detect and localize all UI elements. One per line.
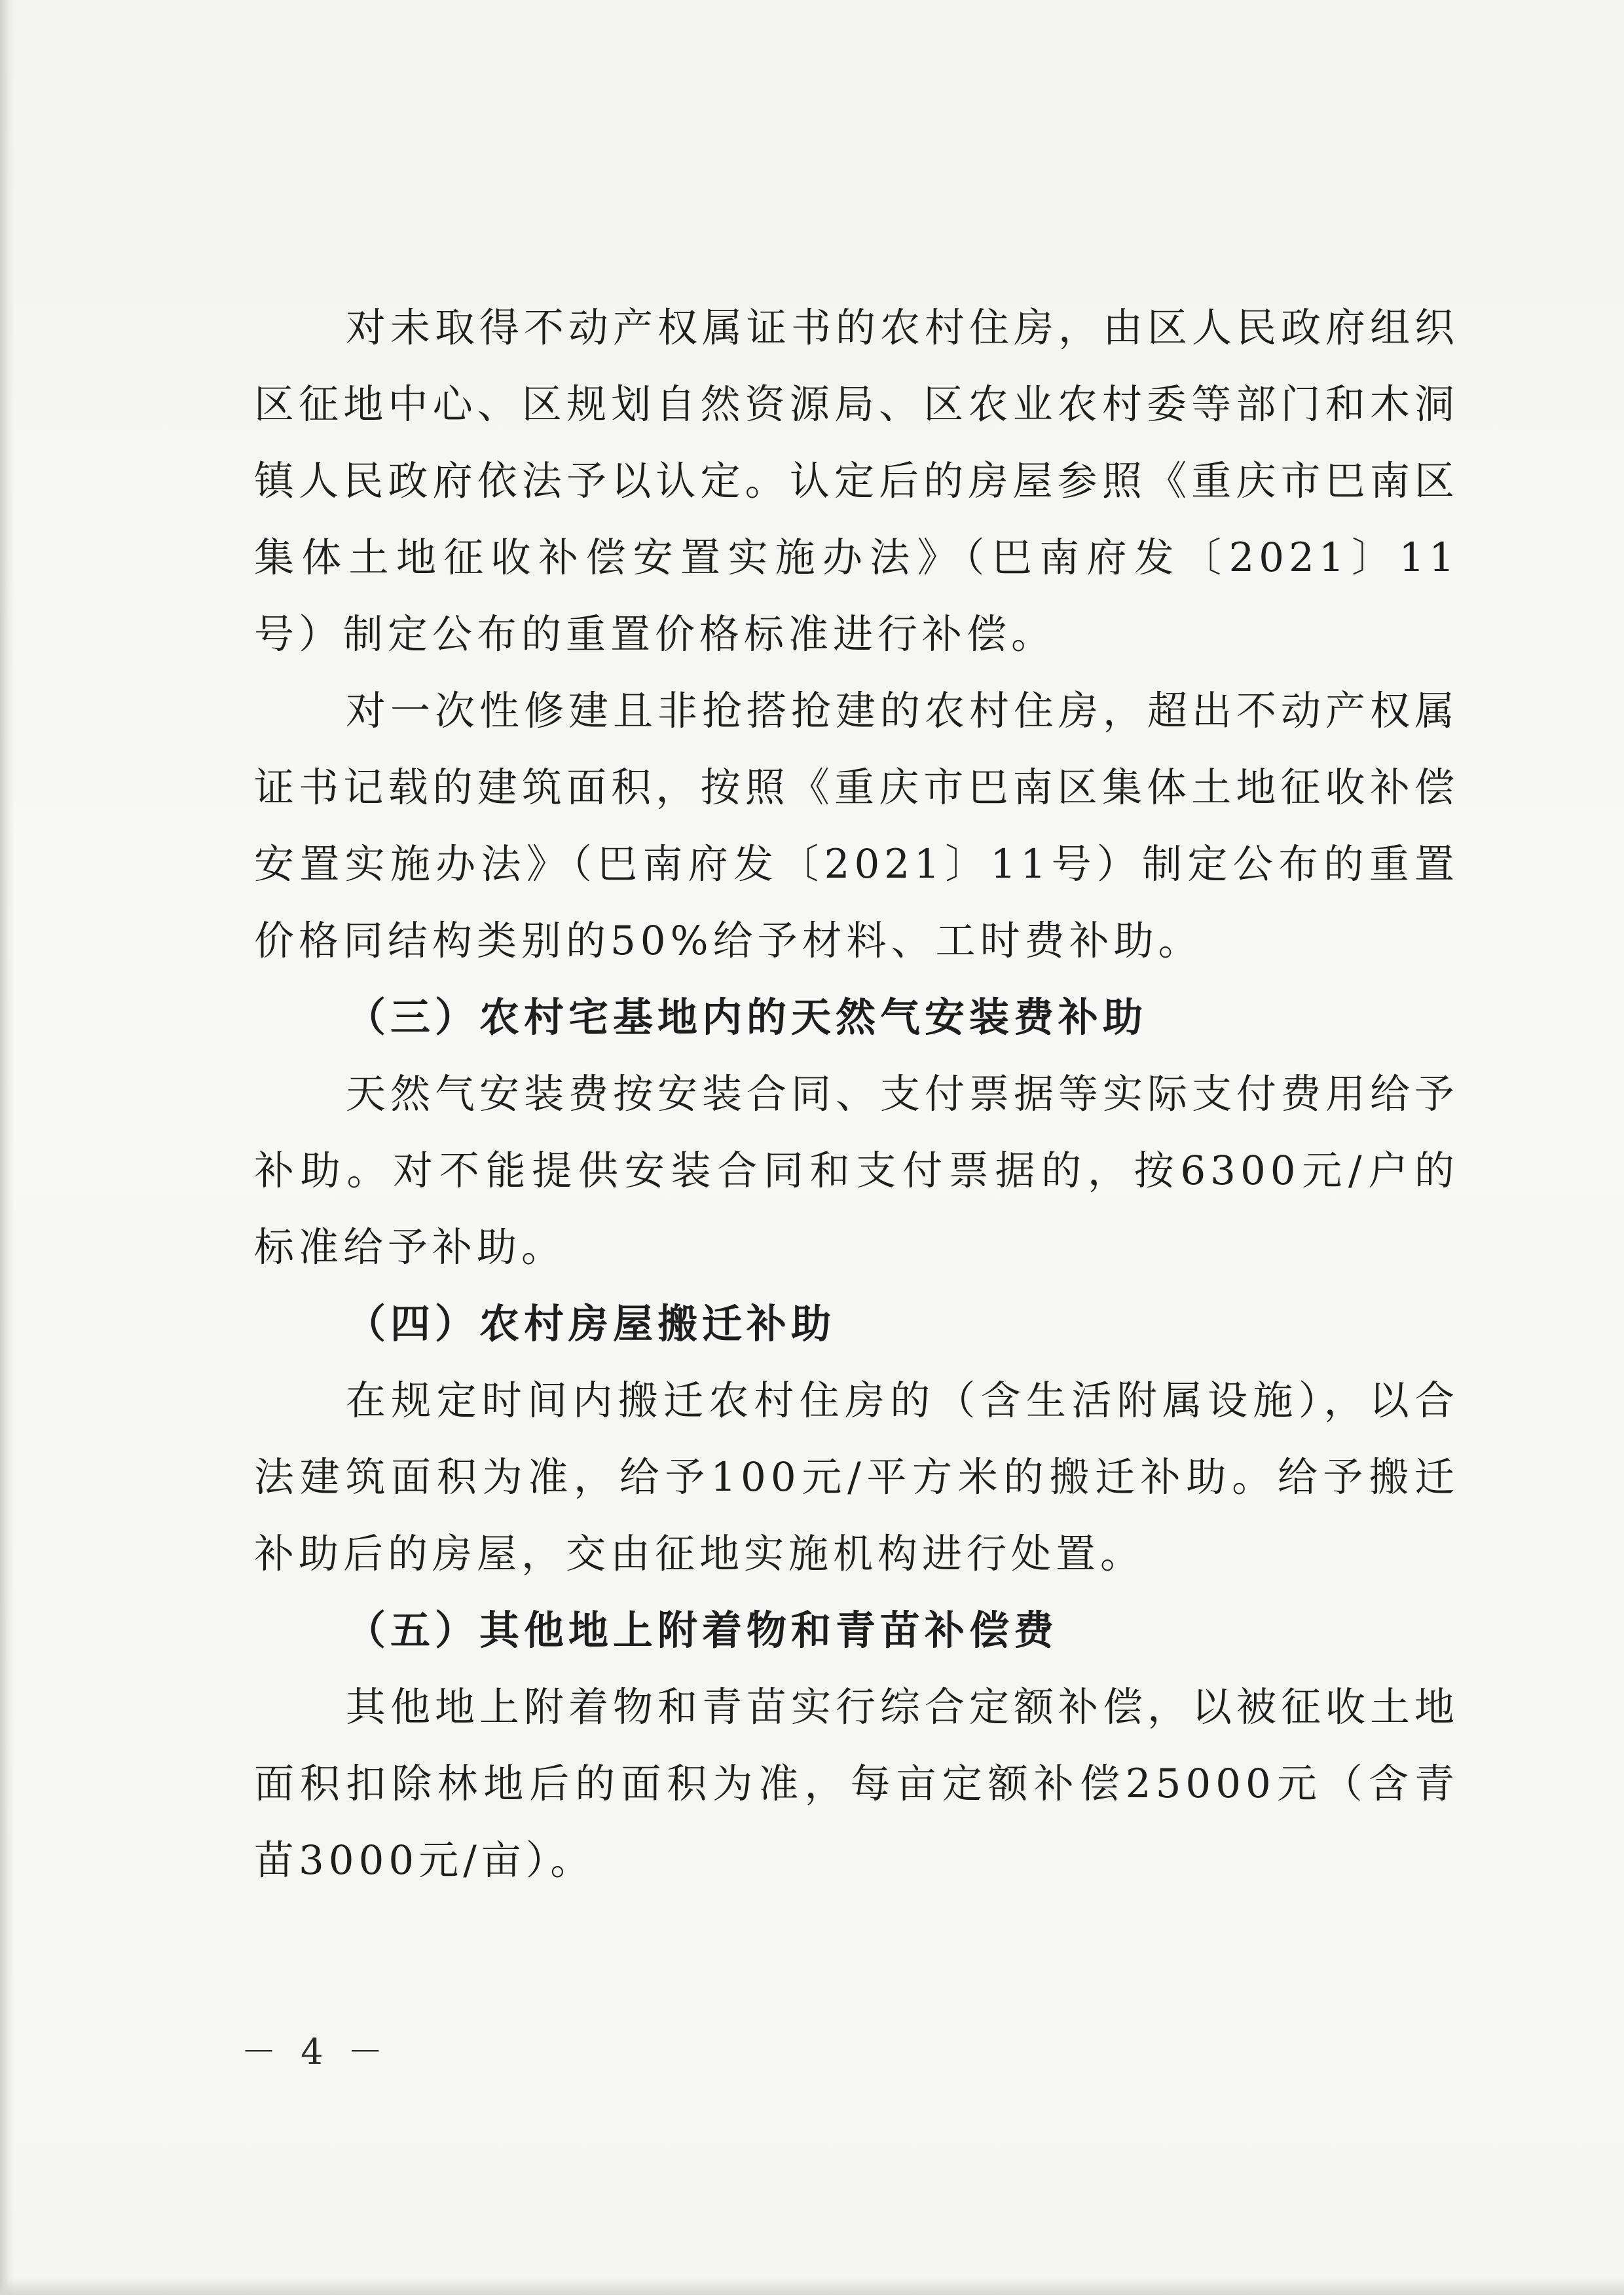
section-heading-relocation-subsidy: （四）农村房屋搬迁补助 [346, 1301, 836, 1347]
paragraph-unregistered-housing: 对未取得不动产权属证书的农村住房，由区人民政府组织区征地中心、区规划自然资源局、区农业农村委等部门和木洞镇人民政府依法予以认定。认定后的房屋参照《重庆市巴南区集体土地征收补偿安置实施办法》（巴南府发〔2021〕11号）制定公布的重置价格标准进行补偿。 [254, 305, 1460, 658]
section-heading-gas-subsidy: （三）农村宅基地内的天然气安装费补助 [346, 994, 1148, 1041]
document-body [254, 289, 1459, 1899]
paragraph-excess-area-subsidy: 对一次性修建且非抢搭抢建的农村住房，超出不动产权属证书记载的建筑面积，按照《重庆市巴南区集体土地征收补偿安置实施办法》（巴南府发〔2021〕11号）制定公布的重置价格同结构类别的50%给予材料、工时费补助。 [254, 688, 1460, 964]
page-number: － 4 － [241, 2031, 390, 2072]
paragraph-gas-subsidy: 天然气安装费按安装合同、支付票据等实际支付费用给予补助。对不能提供安装合同和支付票据的，按6300元/户的标准给予补助。 [254, 1071, 1460, 1271]
paragraph-attachments-compensation: 其他地上附着物和青苗实行综合定额补偿，以被征收土地面积扣除林地后的面积为准，每亩定额补偿25000元（含青苗3000元/亩）。 [254, 1684, 1460, 1884]
paragraph-relocation-subsidy: 在规定时间内搬迁农村住房的（含生活附属设施），以合法建筑面积为准，给予100元/平方米的搬迁补助。给予搬迁补助后的房屋，交由征地实施机构进行处置。 [254, 1377, 1459, 1577]
section-heading-attachments-compensation: （五）其他地上附着物和青苗补偿费 [346, 1607, 1059, 1654]
scan-edge-shadow [0, 0, 14, 2295]
scan-bottom-shadow [0, 2278, 1624, 2295]
